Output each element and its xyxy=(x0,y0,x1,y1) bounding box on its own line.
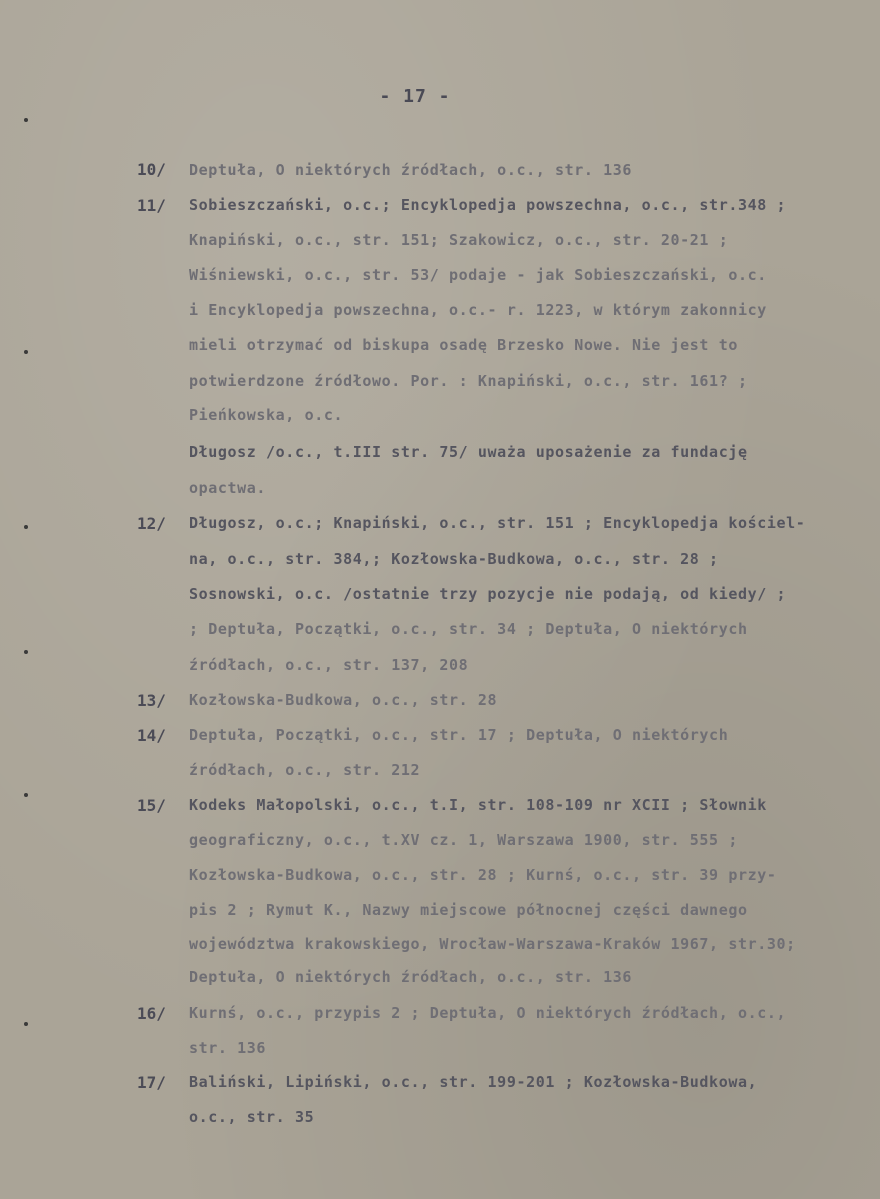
footnote-number: 16/ xyxy=(137,1004,166,1023)
footnote-line: Kurnś, o.c., przypis 2 ; Deptuła, O niektórych źródłach, o.c., xyxy=(189,1004,787,1022)
footnote-line: Wiśniewski, o.c., str. 53/ podaje - jak Sobieszczański, o.c. xyxy=(189,266,767,284)
page-number: - 17 - xyxy=(379,86,451,107)
footnote-line: Długosz /o.c., t.III str. 75/ uważa uposażenie za fundację xyxy=(189,443,748,461)
punch-hole-mark xyxy=(24,1022,28,1026)
footnote-line: na, o.c., str. 384,; Kozłowska-Budkowa, o.c., str. 28 ; xyxy=(189,550,719,568)
footnote-number: 11/ xyxy=(137,196,166,215)
footnote-line: opactwa. xyxy=(189,479,267,497)
footnote-line: potwierdzone źródłowo. Por. : Knapiński, o.c., str. 161? ; xyxy=(189,372,748,390)
punch-hole-mark xyxy=(24,118,28,122)
footnote-line: geograficzny, o.c., t.XV cz. 1, Warszawa 1900, str. 555 ; xyxy=(189,831,738,849)
footnote-number: 13/ xyxy=(137,691,166,710)
footnote-number: 10/ xyxy=(137,160,166,179)
footnote-line: Deptuła, O niektórych źródłach, o.c., str. 136 xyxy=(189,968,633,986)
footnote-line: i Encyklopedja powszechna, o.c.- r. 1223, w którym zakonnicy xyxy=(189,301,767,319)
footnote-line: Deptuła, Początki, o.c., str. 17 ; Deptuła, O niektórych xyxy=(189,726,729,744)
footnote-line: Kozłowska-Budkowa, o.c., str. 28 ; Kurnś, o.c., str. 39 przy- xyxy=(189,866,777,884)
footnote-number: 14/ xyxy=(137,726,166,745)
footnote-line: Baliński, Lipiński, o.c., str. 199-201 ; Kozłowska-Budkowa, xyxy=(189,1073,758,1091)
footnote-number: 12/ xyxy=(137,514,166,533)
punch-hole-mark xyxy=(24,793,28,797)
footnote-line: ; Deptuła, Początki, o.c., str. 34 ; Deptuła, O niektórych xyxy=(189,620,748,638)
footnote-line: źródłach, o.c., str. 137, 208 xyxy=(189,656,469,674)
footnote-line: województwa krakowskiego, Wrocław-Warszawa-Kraków 1967, str.30; xyxy=(189,935,796,953)
footnote-line: Kozłowska-Budkowa, o.c., str. 28 xyxy=(189,691,498,709)
footnote-line: Knapiński, o.c., str. 151; Szakowicz, o.c., str. 20-21 ; xyxy=(189,231,729,249)
footnote-line: Kodeks Małopolski, o.c., t.I, str. 108-109 nr XCII ; Słownik xyxy=(189,796,767,814)
punch-hole-mark xyxy=(24,350,28,354)
footnote-line: Deptuła, O niektórych źródłach, o.c., str. 136 xyxy=(189,161,633,179)
footnote-line: o.c., str. 35 xyxy=(189,1108,315,1126)
footnote-line: źródłach, o.c., str. 212 xyxy=(189,761,421,779)
footnote-line: mieli otrzymać od biskupa osadę Brzesko Nowe. Nie jest to xyxy=(189,336,738,354)
footnote-line: pis 2 ; Rymut K., Nazwy miejscowe północnej części dawnego xyxy=(189,901,748,919)
punch-hole-mark xyxy=(24,650,28,654)
footnote-line: Długosz, o.c.; Knapiński, o.c., str. 151 ; Encyklopedja kościel- xyxy=(189,514,806,532)
footnote-line: str. 136 xyxy=(189,1039,267,1057)
footnote-line: Sobieszczański, o.c.; Encyklopedja powszechna, o.c., str.348 ; xyxy=(189,196,787,214)
punch-hole-mark xyxy=(24,525,28,529)
footnote-number: 17/ xyxy=(137,1073,166,1092)
footnote-number: 15/ xyxy=(137,796,166,815)
footnote-line: Sosnowski, o.c. /ostatnie trzy pozycje nie podają, od kiedy/ ; xyxy=(189,585,787,603)
footnote-line: Pieńkowska, o.c. xyxy=(189,406,344,424)
